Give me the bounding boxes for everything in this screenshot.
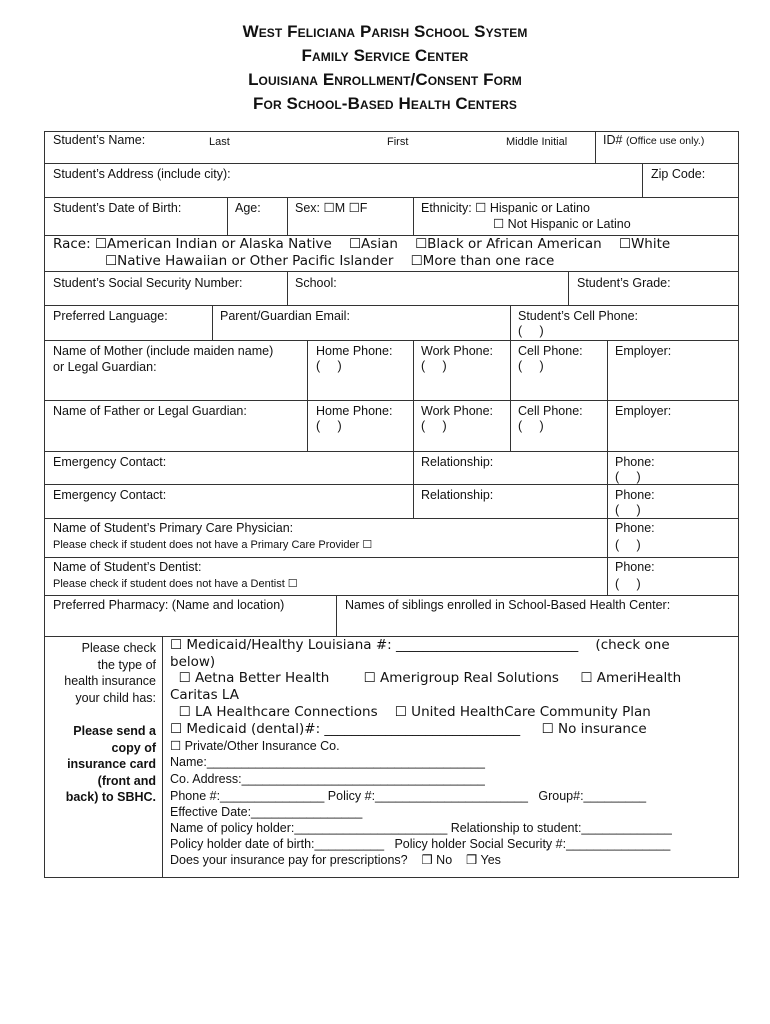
father-cell-phone-label: Cell Phone: (518, 404, 583, 418)
age-label: Age: (235, 201, 261, 215)
phone-area-code: ( ) (316, 419, 342, 433)
no-physician-checkbox[interactable]: Please check if student does not have a Primary Care Provider ☐ (53, 539, 373, 551)
emergency-phone-1-label: Phone: (615, 455, 655, 469)
mother-label-line-2: or Legal Guardian: (53, 360, 157, 374)
pharmacy-label: Preferred Pharmacy: (Name and location) (53, 598, 285, 612)
race-checkboxes-line-2[interactable]: ☐Native Hawaiian or Other Pacific Islander ☐More than one race (105, 253, 555, 269)
row-divider (44, 595, 739, 596)
row-divider (44, 518, 739, 519)
ethnicity-not-hispanic-checkbox[interactable]: ☐ Not Hispanic or Latino (493, 217, 631, 231)
row-divider (44, 197, 739, 198)
dentist-phone-label: Phone: (615, 560, 655, 574)
dentist-label: Name of Student’s Dentist: (53, 560, 202, 574)
emergency-relationship-1-label: Relationship: (421, 455, 494, 469)
instruction-line: the type of (97, 657, 156, 672)
col-divider (510, 305, 511, 340)
medicaid-note: below) (170, 654, 216, 670)
phone-area-code: ( ) (421, 419, 447, 433)
father-employer-label: Employer: (615, 404, 672, 418)
father-work-phone-label: Work Phone: (421, 404, 494, 418)
title-line-1: West Feliciana Parish School System (242, 22, 528, 41)
title-line-3: Louisiana Enrollment/Consent Form (248, 70, 522, 89)
emergency-contact-1-label: Emergency Contact: (53, 455, 167, 469)
row-divider (44, 400, 739, 401)
col-divider (307, 340, 308, 451)
sex-checkboxes[interactable]: Sex: ☐M ☐F (295, 201, 368, 215)
phone-area-code: ( ) (316, 359, 342, 373)
medicaid-plans-row-1[interactable]: ☐ Aetna Better Health ☐ Amerigroup Real Solutions ☐ AmeriHealth (170, 670, 682, 686)
col-divider (212, 305, 213, 340)
insurance-address-field[interactable]: Co. Address:___________________________________ (170, 772, 485, 786)
address-label: Student’s Address (include city): (53, 167, 231, 181)
medicaid-plans-row-2[interactable]: ☐ LA Healthcare Connections ☐ United HealthCare Community Plan (170, 704, 651, 720)
policy-holder-dob-ssn[interactable]: Policy holder date of birth:__________ Policy holder Social Security #:_______________ (170, 837, 671, 851)
guardian-email-label: Parent/Guardian Email: (220, 309, 350, 323)
row-divider (44, 271, 739, 272)
phone-area-code: ( ) (615, 503, 641, 517)
col-divider (227, 197, 228, 235)
medicaid-dental-checkbox[interactable]: ☐ Medicaid (dental)#: _____________________________ ☐ No insurance (170, 721, 647, 737)
col-divider (287, 271, 288, 305)
effective-date-field[interactable]: Effective Date:________________ (170, 805, 363, 819)
title-line-4: For School-Based Health Centers (253, 94, 517, 113)
emergency-phone-2-label: Phone: (615, 488, 655, 502)
emergency-relationship-2-label: Relationship: (421, 488, 494, 502)
form-title (0, 20, 770, 116)
mother-work-phone-label: Work Phone: (421, 344, 494, 358)
row-divider (44, 305, 739, 306)
insurance-name-field[interactable]: Name:________________________________________ (170, 755, 485, 769)
col-divider (607, 340, 608, 595)
insurance-phone-policy-group[interactable]: Phone #:_______________ Policy #:______________________ Group#:_________ (170, 789, 647, 803)
insurance-instructions (48, 640, 156, 806)
mother-label-line-1: Name of Mother (include maiden name) (53, 344, 274, 358)
id-label: ID# (Office use only.) (603, 133, 705, 147)
caritas-label: Caritas LA (170, 687, 239, 703)
siblings-label: Names of siblings enrolled in School-Based Health Center: (345, 598, 671, 612)
father-label: Name of Father or Legal Guardian: (53, 404, 247, 418)
private-insurance-checkbox[interactable]: ☐ Private/Other Insurance Co. (170, 739, 340, 753)
phone-area-code: ( ) (615, 470, 641, 484)
physician-label: Name of Student’s Primary Care Physician: (53, 521, 294, 535)
phone-area-code: ( ) (615, 577, 641, 591)
col-divider (510, 340, 511, 451)
language-label: Preferred Language: (53, 309, 168, 323)
zip-code-label: Zip Code: (651, 167, 706, 181)
send-card-line: (front and (97, 773, 156, 788)
ethnicity-hispanic-checkbox[interactable]: Ethnicity: ☐ Hispanic or Latino (421, 201, 590, 215)
send-card-line: copy of (111, 740, 156, 755)
grade-label: Student’s Grade: (577, 276, 671, 290)
send-card-line: insurance card (67, 757, 156, 771)
col-divider (336, 595, 337, 636)
phone-area-code: ( ) (518, 419, 544, 433)
row-divider (44, 451, 739, 452)
send-card-line: Please send a (73, 724, 156, 738)
send-card-line: back) to SBHC. (65, 790, 156, 804)
mother-cell-phone-label: Cell Phone: (518, 344, 583, 358)
policy-holder-field[interactable]: Name of policy holder:______________________ Relationship to student:_____________ (170, 821, 672, 835)
col-divider (642, 163, 643, 197)
middle-initial-label: Middle Initial (506, 136, 568, 148)
row-divider (44, 163, 739, 164)
last-name-label: Last (209, 136, 230, 148)
col-divider (568, 271, 569, 305)
col-divider (413, 340, 414, 518)
col-divider (413, 197, 414, 235)
instruction-line: your child has: (75, 690, 156, 705)
medicaid-checkbox[interactable]: ☐ Medicaid/Healthy Louisiana #: ___________________________ (check one (170, 637, 670, 653)
prescription-coverage-checkboxes[interactable]: Does your insurance pay for prescriptions? ❒ No ❒ Yes (170, 853, 501, 867)
physician-phone-label: Phone: (615, 521, 655, 535)
no-dentist-checkbox[interactable]: Please check if student does not have a Dentist ☐ (53, 578, 298, 590)
dob-label: Student’s Date of Birth: (53, 201, 182, 215)
instruction-line: Please check (81, 641, 156, 655)
row-divider (44, 557, 739, 558)
school-label: School: (295, 276, 337, 290)
title-line-2: Family Service Center (301, 46, 469, 65)
phone-area-code: ( ) (518, 324, 544, 338)
phone-area-code: ( ) (421, 359, 447, 373)
race-checkboxes-line-1[interactable]: Race: ☐American Indian or Alaska Native ☐Asian ☐Black or African American ☐White (53, 236, 671, 252)
mother-home-phone-label: Home Phone: (316, 344, 393, 358)
row-divider (44, 340, 739, 341)
instruction-line: health insurance (64, 674, 156, 688)
emergency-contact-2-label: Emergency Contact: (53, 488, 167, 502)
father-home-phone-label: Home Phone: (316, 404, 393, 418)
student-name-label: Student’s Name: (53, 133, 146, 147)
mother-employer-label: Employer: (615, 344, 672, 358)
col-divider (287, 197, 288, 235)
ssn-label: Student’s Social Security Number: (53, 276, 243, 290)
phone-area-code: ( ) (518, 359, 544, 373)
col-divider (162, 636, 163, 878)
phone-area-code: ( ) (615, 538, 641, 552)
first-name-label: First (387, 136, 409, 148)
student-cell-label: Student’s Cell Phone: (518, 309, 638, 323)
col-divider (595, 131, 596, 163)
